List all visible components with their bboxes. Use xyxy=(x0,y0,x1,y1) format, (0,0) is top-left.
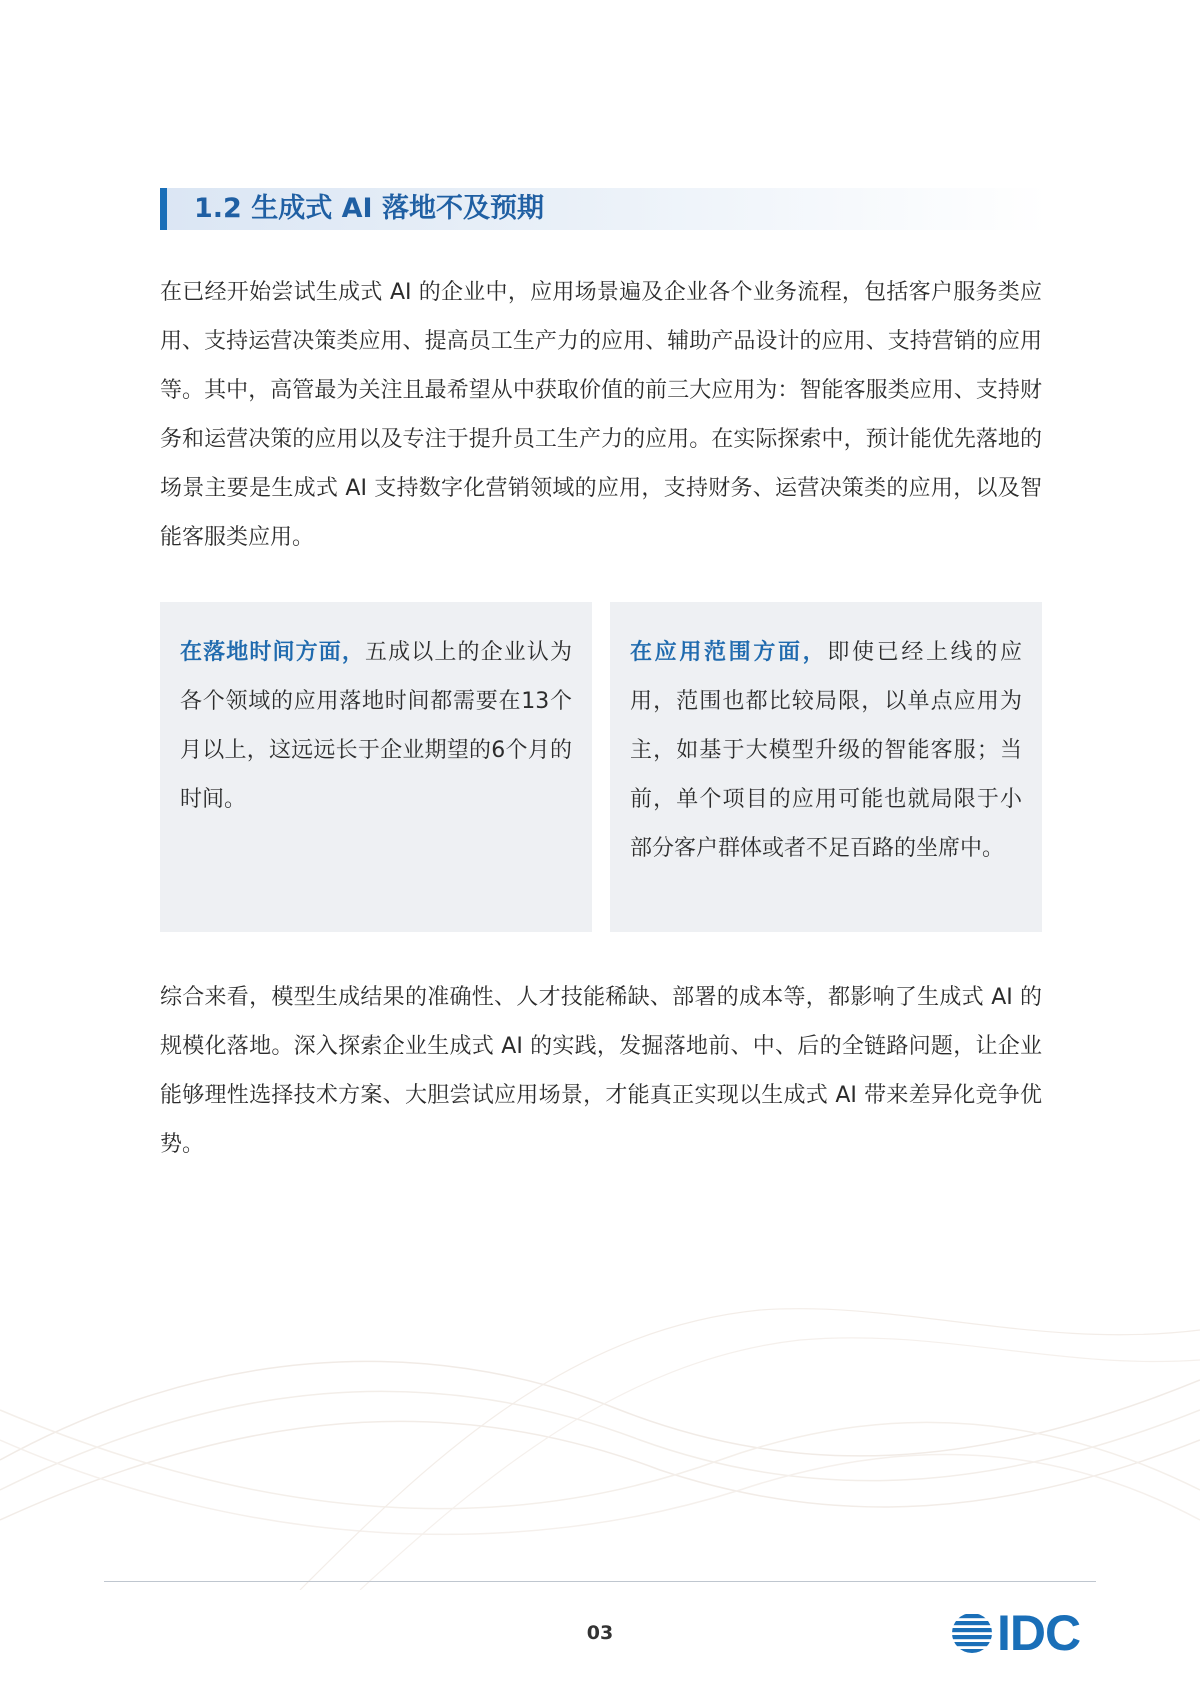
conclusion-paragraph: 综合来看，模型生成结果的准确性、人才技能稀缺、部署的成本等，都影响了生成式 AI 的规模化落地。深入探索企业生成式 AI 的实践，发掘落地前、中、后的全链路问题，让企业能够理性选择技术方案、大胆尝试应用场景，才能真正实现以生成式 AI 带来差异化竞争优势。 xyxy=(160,985,1042,1157)
globe-icon xyxy=(950,1611,994,1655)
page-number: 03 xyxy=(586,1622,614,1644)
section-title: 1.2 生成式 AI 落地不及预期 xyxy=(194,193,544,224)
decorative-wave-background xyxy=(0,1290,1200,1590)
footer-divider xyxy=(104,1581,1096,1582)
callout-body: 即使已经上线的应用，范围也都比较局限，以单点应用为主，如基于大模型升级的智能客服；当前，单个项目的应用可能也就局限于小部分客户群体或者不足百路的坐席中。 xyxy=(630,640,1022,861)
callout-box-application-scope xyxy=(610,602,1042,932)
callout-box-landing-time xyxy=(160,602,592,932)
callout-highlight: 在应用范围方面， xyxy=(630,640,828,665)
section-header xyxy=(160,188,1048,230)
callout-text xyxy=(160,602,592,824)
callout-highlight: 在落地时间方面， xyxy=(180,640,365,665)
intro-paragraph: 在已经开始尝试生成式 AI 的企业中，应用场景遍及企业各个业务流程，包括客户服务类应用、支持运营决策类应用、提高员工生产力的应用、辅助产品设计的应用、支持营销的应用等。其中，高管最为关注且最希望从中获取价值的前三大应用为：智能客服类应用、支持财务和运营决策的应用以及专注于提升员工生产力的应用。在实际探索中，预计能优先落地的场景主要是生成式 AI 支持数字化营销领域的应用，支持财务、运营决策类的应用，以及智能客服类应用。 xyxy=(160,280,1042,550)
callout-text xyxy=(610,602,1042,873)
callout-body: 五成以上的企业认为各个领域的应用落地时间都需要在13个月以上，这远远长于企业期望的6个月的时间。 xyxy=(180,640,572,812)
logo-text: IDC xyxy=(997,1605,1081,1661)
section-accent-bar xyxy=(160,188,167,230)
idc-logo xyxy=(950,1607,1098,1659)
